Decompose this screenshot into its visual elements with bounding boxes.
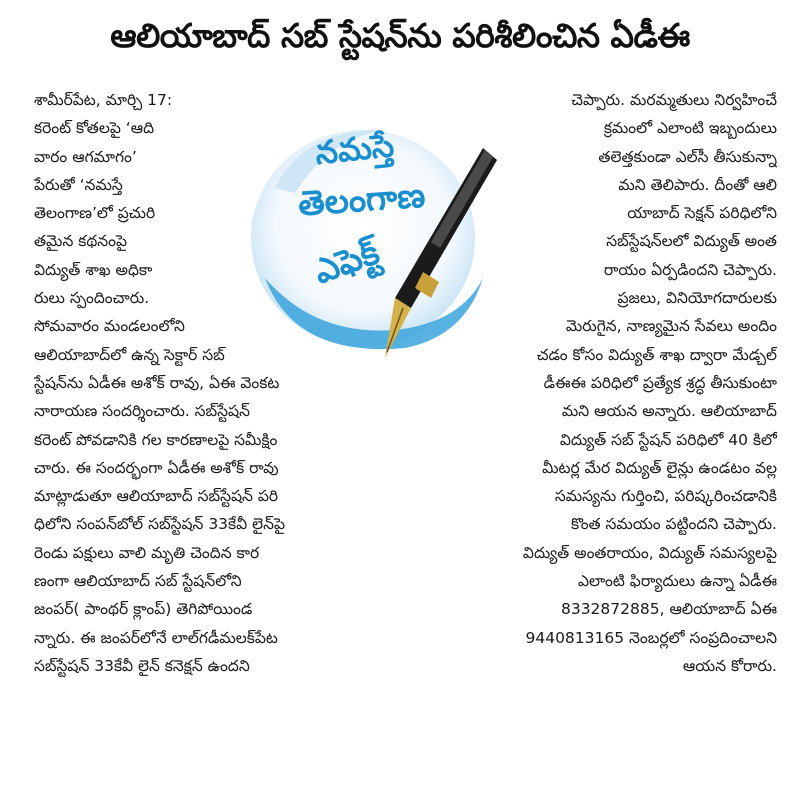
article-line: సోమవారం మండలంలోని: [34, 317, 185, 336]
article-line: ణంగా ఆలియాబాద్ సబ్ స్టేషన్‌లోని: [34, 572, 242, 591]
article-line: విద్యుత్ అంతరాయం, విద్యుత్ సమస్యలపై: [522, 543, 777, 562]
article-line: ప్రజలు, వినియోగదారులకు: [617, 289, 777, 308]
article-headline: ఆలియాబాద్ సబ్ స్టేషన్‌ను పరిశీలించిన ఏడీఈ: [110, 15, 690, 55]
article-line: రాయం ఏర్పడిందని చెప్పారు.: [603, 260, 777, 279]
article-line: సబ్‌స్టేషన్ 33కేవీ లైన్ కనెక్షన్ ఉందని: [34, 656, 250, 675]
article-line: స్టేషన్‌ను ఏడీఈ అశోక్ రావు, ఏఈ వెంకట: [34, 373, 280, 392]
article-line: సబ్‌స్టేషన్‌లలో విద్యుత్ అంత: [606, 232, 777, 251]
article-line: సమస్యను గుర్తించి, పరిష్కరించడానికి: [554, 487, 777, 506]
article-line: విద్యుత్ శాఖ అధికా: [34, 260, 153, 279]
article-line: తెలంగాణ’లో ప్రచురి: [34, 204, 156, 223]
article-line: మెరుగైన, నాణ్యమైన సేవలు అందిం: [565, 317, 777, 336]
article-line: తలెత్తకుండా ఎల్‌సీ తీసుకున్నా: [598, 147, 777, 166]
article-line: మాట్లాడుతూ ఆలియాబాద్ సబ్‌స్టేషన్ పరి: [34, 487, 279, 506]
article-line: క్రమంలో ఎలాంటి ఇబ్బందులు: [603, 119, 777, 138]
article-line: విద్యుత్ సబ్ స్టేషన్ పరిధిలో 40 కిలో: [559, 430, 777, 449]
badge-text-effect: ఎఫెక్ట్: [308, 232, 385, 293]
article-line: మని తెలిపారు. దీంతో ఆలి: [618, 175, 777, 194]
article-line: వారం ఆగమాగం’: [34, 147, 137, 166]
article-line: మని ఆయన అన్నారు. ఆలియాబాద్: [561, 402, 777, 421]
badge-text-telangana: తెలంగాణ: [296, 175, 427, 225]
article-line: కరెంట్ పోవడానికి గల కారణాలపై సమీక్షిం: [34, 430, 278, 449]
article-line: 9440813165 నెంబర్లలో సంప్రదించాలని: [525, 628, 777, 647]
article-line: నారాయణ సందర్శించారు. సబ్‌స్టేషన్: [34, 402, 250, 421]
article-line: న్నారు. ఈ జంపర్‌లోనే లాల్‌గడీమలక్‌పేట: [34, 628, 278, 647]
article-line: ఆయన కోరారు.: [682, 656, 777, 675]
article-line: ఎలాంటి ఫిర్యాదులు ఉన్నా ఏడీఈ: [577, 572, 777, 591]
article-line: ధిలోని సంపన్‌బోల్ సబ్‌స్టేషన్ 33కేవీ లైన్‌పై: [34, 515, 285, 534]
article-line: కరెంట్ కోతలపై ‘ఆది: [34, 119, 155, 138]
article-line: యాబాద్ సెక్షన్ పరిధిలోని: [627, 204, 777, 223]
article-line: జంపర్( పాంథర్ క్లాంప్) తెగిపోయిండ: [34, 600, 253, 619]
article-line: రులు స్పందించారు.: [34, 289, 150, 308]
article-line: రెండు పక్షులు వాలి మృతి చెందిన కార: [34, 543, 260, 562]
article-line: తమైన కథనంపై: [34, 232, 128, 251]
article-line: ఆలియాబాద్‌లో ఉన్న సెక్టార్ సబ్: [34, 345, 225, 364]
article-line: డీఈఈ పరిధిలో ప్రత్యేక శ్రద్ధ తీసుకుంటా: [543, 373, 777, 392]
article-line: మీటర్ల మేర విద్యుత్ లైన్లు ఉండటం వల్ల: [542, 458, 777, 477]
article-line: చారు. ఈ సందర్భంగా ఏడీఈ అశోక్ రావు: [34, 458, 279, 477]
article-line: శామీర్‌పేట, మార్చి 17:: [34, 91, 173, 109]
article-line: చడం కోసం విద్యుత్ శాఖ ద్వారా మేడ్చల్: [536, 345, 777, 364]
badge-text-namaste: నమస్తే: [313, 126, 396, 173]
article-line: 8332872885, ఆలియాబాద్ ఏఈ: [560, 600, 777, 619]
article-line: కొంత సమయం పట్టిందని చెప్పారు.: [570, 515, 777, 534]
article-line: పేరుతో ‘నమస్తే: [34, 175, 123, 194]
article-line: చెప్పారు. మరమ్మతులు నిర్వహించే: [571, 91, 777, 109]
